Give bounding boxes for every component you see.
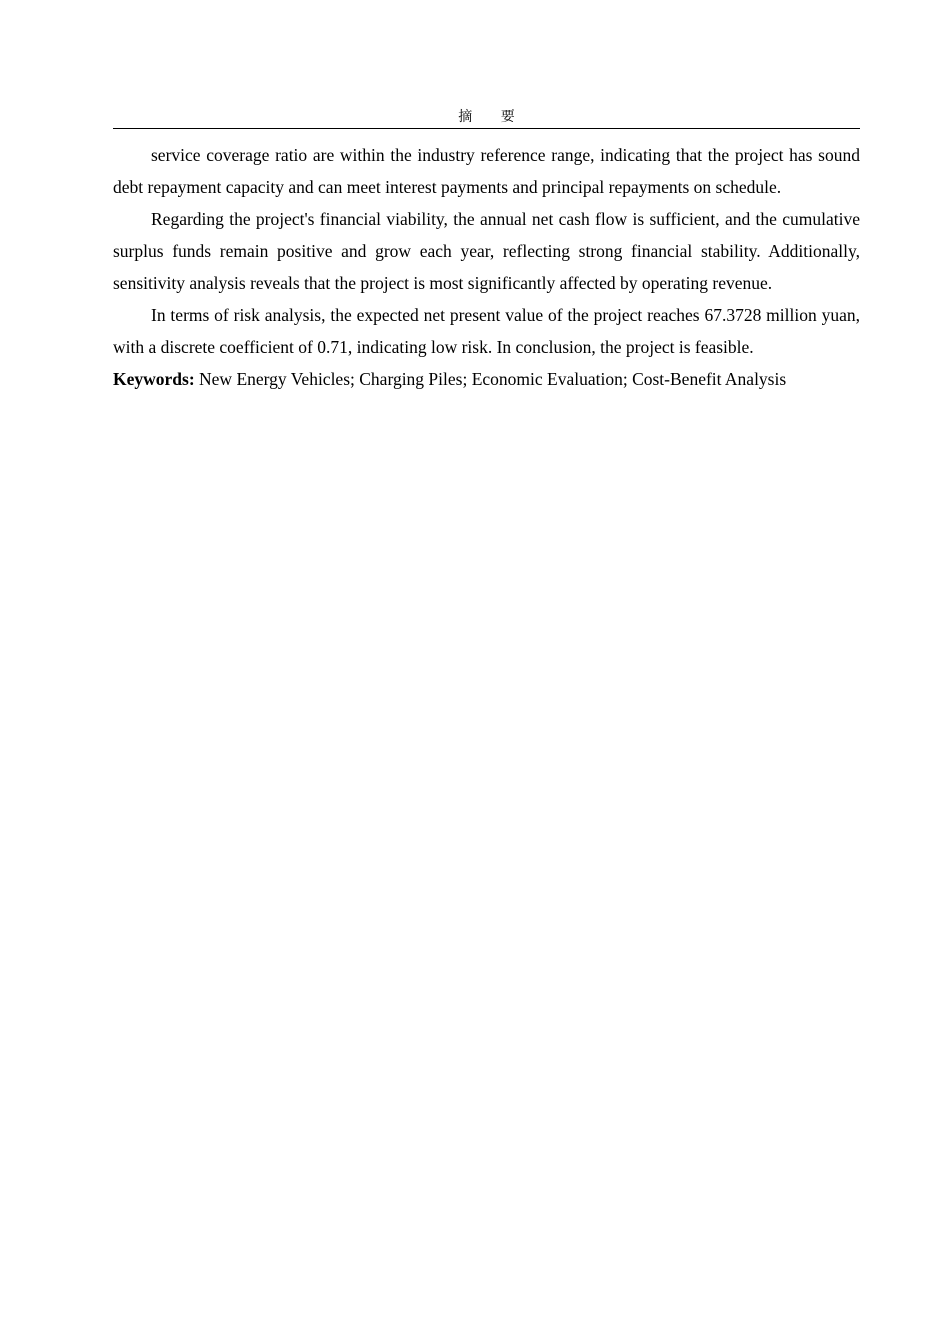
abstract-body [113, 139, 860, 395]
abstract-paragraph-3: In terms of risk analysis, the expected net present value of the project reaches 67.3728 million yuan, with a discrete coefficient of 0.71, indicating low risk. In conclusion, the project is feasible. [113, 305, 860, 357]
keywords-text: New Energy Vehicles; Charging Piles; Economic Evaluation; Cost-Benefit Analysis [194, 369, 787, 389]
running-header: 摘 要 [458, 109, 527, 125]
keywords-label: Keywords: [113, 369, 195, 389]
abstract-paragraph-2: Regarding the project's financial viability, the annual net cash flow is sufficient, and the cumulative surplus funds remain positive and grow each year, reflecting strong financial stability. Additionally, sensitivity analysis reveals that the project is most significantly affected by operating revenue. [113, 209, 860, 293]
abstract-paragraph-1: service coverage ratio are within the industry reference range, indicating that the project has sound debt repayment capacity and can meet interest payments and principal repayments on schedule. [113, 145, 860, 197]
keywords-line [113, 363, 860, 395]
header-rule [113, 128, 860, 129]
